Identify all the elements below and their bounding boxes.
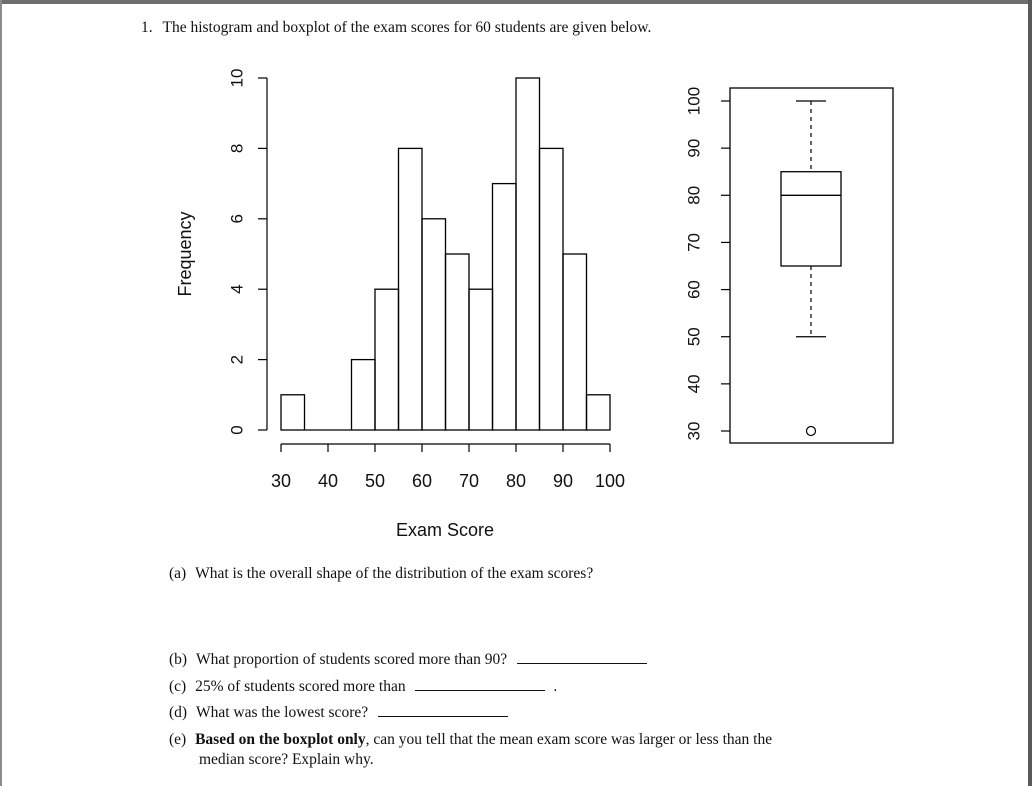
answer-blank-d[interactable] bbox=[378, 715, 508, 717]
histogram-bar bbox=[399, 148, 423, 430]
histogram-chart bbox=[175, 69, 625, 540]
x-tick-label: 30 bbox=[270, 471, 292, 491]
boxplot-chart bbox=[685, 87, 894, 443]
question-e-text: , can you tell that the mean exam score was larger or less than the bbox=[365, 731, 773, 748]
y-axis-label: Frequency bbox=[175, 211, 195, 297]
question-intro-text: The histogram and boxplot of the exam scores for 60 students are given below. bbox=[162, 19, 652, 36]
x-axis-label: Exam Score bbox=[395, 520, 495, 540]
x-tick-label: 90 bbox=[552, 471, 574, 491]
y-tick-label: 10 bbox=[227, 68, 247, 88]
x-tick-label: 40 bbox=[317, 471, 339, 491]
outlier-point bbox=[807, 427, 816, 436]
x-tick-label: 50 bbox=[364, 471, 386, 491]
histogram-bar bbox=[281, 395, 305, 430]
x-tick-label: 60 bbox=[411, 471, 433, 491]
question-b-text: What proportion of students scored more than 90? bbox=[195, 651, 508, 668]
y-tick-label: 8 bbox=[227, 143, 247, 154]
boxplot-box bbox=[781, 172, 841, 266]
boxplot-y-tick-label: 90 bbox=[684, 138, 704, 158]
y-tick-label: 0 bbox=[227, 425, 247, 435]
y-tick-label: 2 bbox=[227, 354, 247, 365]
question-e bbox=[169, 731, 772, 749]
histogram-bar bbox=[587, 395, 611, 430]
boxplot-y-tick-label: 50 bbox=[684, 327, 704, 347]
x-tick-label: 80 bbox=[505, 471, 527, 491]
question-d-label: (d) bbox=[169, 704, 188, 721]
boxplot-y-tick-label: 40 bbox=[684, 374, 704, 394]
question-e-label: (e) bbox=[169, 731, 187, 748]
question-number: 1. bbox=[141, 19, 153, 36]
boxplot-y-tick-label: 100 bbox=[684, 86, 704, 116]
question-a-text: What is the overall shape of the distribution of the exam scores? bbox=[195, 565, 594, 582]
answer-blank-c[interactable] bbox=[415, 689, 545, 691]
histogram-bar bbox=[540, 148, 564, 430]
question-d-text: What was the lowest score? bbox=[195, 704, 369, 721]
question-a bbox=[169, 565, 593, 583]
x-tick-label: 70 bbox=[458, 471, 480, 491]
histogram-bar bbox=[516, 78, 540, 430]
boxplot-y-tick-label: 30 bbox=[684, 421, 704, 441]
histogram-bar bbox=[352, 360, 376, 430]
question-e-continued bbox=[199, 751, 374, 769]
histogram-bar bbox=[422, 219, 446, 430]
question-a-label: (a) bbox=[169, 565, 187, 582]
question-b-label: (b) bbox=[169, 651, 188, 668]
question-c-suffix: . bbox=[553, 678, 558, 695]
y-tick-label: 6 bbox=[227, 214, 247, 224]
histogram-bar bbox=[493, 184, 517, 430]
question-e-bold: Based on the boxplot only bbox=[195, 731, 366, 748]
answer-blank-b[interactable] bbox=[517, 662, 647, 664]
y-tick-label: 4 bbox=[227, 284, 247, 294]
question-d bbox=[169, 704, 508, 722]
question-e-text2: median score? Explain why. bbox=[199, 751, 374, 768]
question-c bbox=[169, 678, 557, 696]
question-b bbox=[169, 651, 647, 669]
histogram-bar bbox=[469, 289, 493, 430]
boxplot-y-tick-label: 60 bbox=[684, 280, 704, 300]
question-c-label: (c) bbox=[169, 678, 187, 695]
histogram-bar bbox=[375, 289, 399, 430]
histogram-bar bbox=[446, 254, 470, 430]
boxplot-y-tick-label: 80 bbox=[684, 185, 704, 205]
boxplot-y-tick-label: 70 bbox=[684, 232, 704, 252]
x-tick-label: 100 bbox=[594, 471, 626, 491]
histogram-bar bbox=[563, 254, 587, 430]
question-c-text: 25% of students scored more than bbox=[195, 678, 406, 695]
